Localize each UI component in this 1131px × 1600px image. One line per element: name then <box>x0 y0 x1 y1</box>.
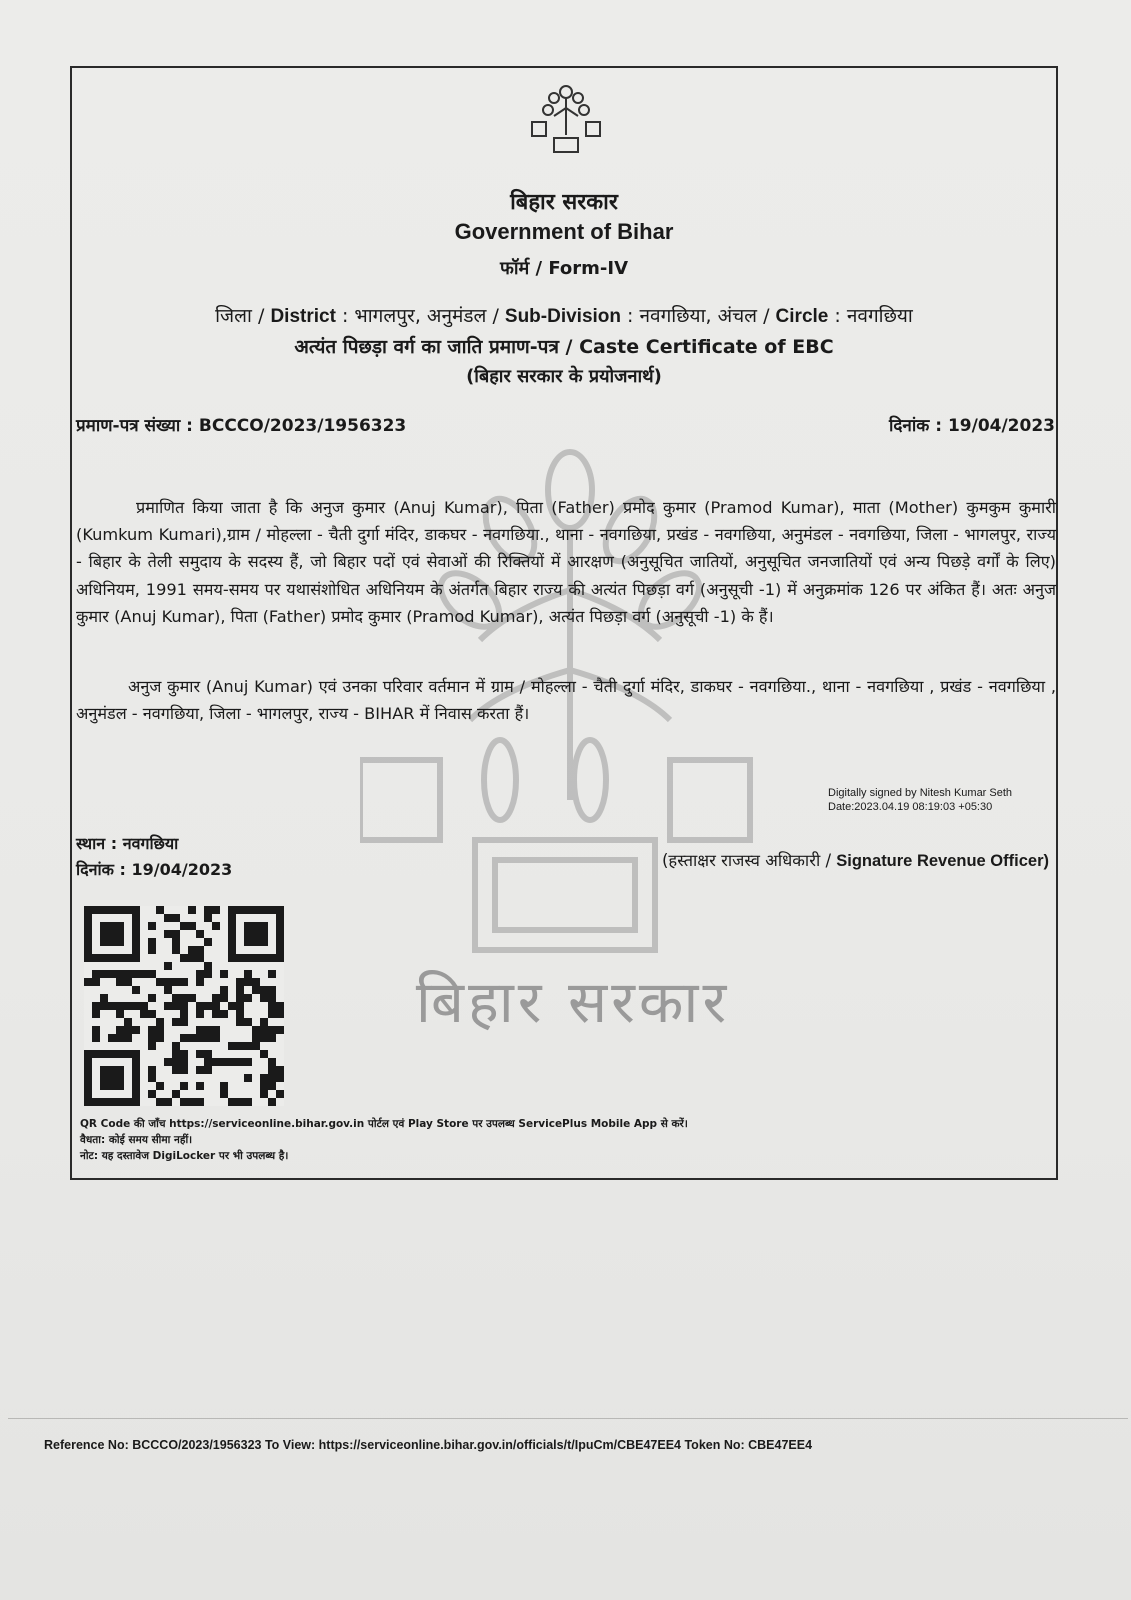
district-line: जिला / District : भागलपुर, अनुमंडल / Sub-Division : नवगछिया, अंचल / Circle : नवगछिया <box>215 305 913 327</box>
certificate-purpose: (बिहार सरकार के प्रयोजनार्थ) <box>466 366 662 387</box>
certificate-paragraph-2: अनुज कुमार (Anuj Kumar) एवं उनका परिवार वर्तमान में ग्राम / मोहल्ला - चैती दुर्गा मंदिर, डाकघर - नवगछिया., थाना - नवगछिया , प्रखंड - नवगछिया , अनुमंडल - नवगछिया, जिला - भागलपुर, राज्य - BIHAR में निवास करता हैं। <box>76 677 1056 724</box>
signature-revenue-officer: (हस्ताक्षर राजस्व अधिकारी / Signature Revenue Officer) <box>662 851 1049 870</box>
certificate-date: दिनांक : 19/04/2023 <box>888 416 1055 436</box>
title-hindi: बिहार सरकार <box>510 190 618 215</box>
certificate-number: प्रमाण-पत्र संख्या : BCCCO/2023/1956323 <box>76 416 407 436</box>
reference-footer: Reference No: BCCCO/2023/1956323 To View: https://serviceonline.bihar.gov.in/officials/t/IpuCm/CBE47EE4 Token No: CBE47EE4 <box>44 1438 813 1452</box>
watermark-text: बिहार सरकार <box>415 968 731 1036</box>
bihar-emblem-logo <box>526 80 606 160</box>
certificate-paragraph-1: प्रमाणित किया जाता है कि अनुज कुमार (Anuj Kumar), पिता (Father) प्रमोद कुमार (Pramod Kumar), माता (Mother) कुमकुम कुमारी (Kumkum Kumari),ग्राम / मोहल्ला - चैती दुर्गा मंदिर, डाकघर - नवगछिया., थाना - नवगछिया, प्रखंड - नवगछिया, अनुमंडल - नवगछिया, जिला - भागलपुर, राज्य - बिहार के तेली समुदाय के सदस्य हैं, जो बिहार पदों एवं सेवाओं की रिक्तियों में आरक्षण (अनुसूचित जातियों, अनुसूचित जनजातियों एवं अन्य पिछड़े वर्गों के लिए) अधिनियम, 1991 समय-समय पर यथासंशोधित अधिनियम के अंतर्गत बिहार राज्य की अत्यंत पिछड़ा वर्ग (अनुसूची -1) में अनुक्रमांक 126 पर अंकित हैं। अतः अनुज कुमार (Anuj Kumar), पिता (Father) प्रमोद कुमार (Pramod Kumar), अत्यंत पिछड़ा वर्ग (अनुसूची -1) के हैं। <box>76 498 1056 626</box>
digital-signature: Digitally signed by Nitesh Kumar Seth Date:2023.04.19 08:19:03 +05:30 <box>828 787 1013 813</box>
title-english: Government of Bihar <box>454 219 674 244</box>
certificate-title: अत्यंत पिछड़ा वर्ग का जाति प्रमाण-पत्र / Caste Certificate of EBC <box>294 336 834 358</box>
verification-notes: QR Code की जाँच https://serviceonline.bihar.gov.in पोर्टल एवं Play Store पर उपलब्ध ServicePlus Mobile App से करें। वैधता: कोई समय सीमा नहीं। नोट: यह दस्तावेज DigiLocker पर भी उपलब्ध है। <box>80 1118 688 1162</box>
issue-date: दिनांक : 19/04/2023 <box>76 860 233 879</box>
issue-place: स्थान : नवगछिया <box>76 834 179 853</box>
footer-divider <box>8 1418 1128 1419</box>
qr-code <box>84 906 284 1106</box>
form-number: फॉर्म / Form-IV <box>499 258 629 279</box>
